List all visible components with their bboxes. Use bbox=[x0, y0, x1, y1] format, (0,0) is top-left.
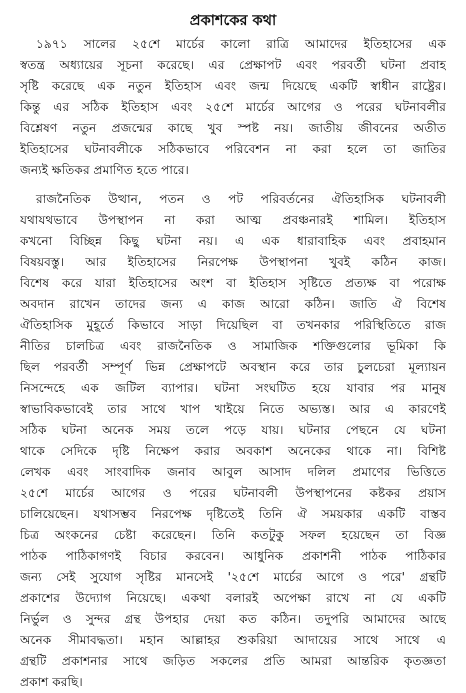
text-line: স্বতন্ত্র অধ্যায়ের সূচনা করেছে। এর প্রেক্ষাপট এবং পরবর্তী ঘটনা প্রবাহ bbox=[20, 58, 446, 72]
text-line: বিশ্লেষণ নতুন প্রজন্মের কাছে খুব স্পষ্ট নয়। জাতীয় জীবনের অতীত bbox=[20, 121, 446, 135]
text-line: লেখক এবং সাংবাদিক জনাব আবুল আসাদ দলিল প্রমাণের ভিত্তিতে bbox=[20, 465, 446, 479]
text-line: নিসন্দেহে এক জটিল ব্যাপার। ঘটনা সংঘটিত হয়ে যাবার পর মানুষ bbox=[20, 381, 446, 395]
text-line: কিন্তু এর সঠিক ইতিহাস এবং ২৫শে মার্চের আগের ও পরের ঘটনাবলীর bbox=[20, 100, 446, 114]
text-line: স্বাভাবিকভাবেই তার সাথে খাপ খাইয়ে নিতে অভ্যস্ত। আর এ কারণেই bbox=[20, 402, 446, 416]
text-line: যথাযথভাবে উপস্থাপন না করা আত্ম প্রবঞ্চনারই শামিল। ইতিহাস bbox=[20, 213, 446, 227]
text-line: প্রকাশ করছি। bbox=[20, 675, 83, 689]
text-line: ঐতিহাসিক মুহূর্তে কিভাবে সাড়া দিয়েছিল বা তখনকার পরিস্থিতিতে রাজ bbox=[20, 318, 446, 332]
text-line: ২৫শে মার্চের আগের ও পরের ঘটনাবলী উপস্থাপনের কষ্টকর প্রয়াস bbox=[20, 486, 446, 500]
text-line: জন্য সেই সুযোগ সৃষ্টির মানসেই '২৫শে মার্চের আগে ও পরে' গ্রন্থটি bbox=[20, 570, 446, 584]
text-line: চিত্র অংকনের চেষ্টা করেছেন। তিনি কতটুকু সফল হয়েছেন তা বিজ্ঞ bbox=[20, 528, 446, 542]
text-line: গ্রন্থটি প্রকাশনার সাথে জড়িত সকলের প্রতি আমরা আন্তরিক কৃতজ্ঞতা bbox=[20, 654, 446, 668]
text-line: থাকে সেদিকে দৃষ্টি নিক্ষেপ করার অবকাশ অনেকের থাকে না। বিশিষ্ট bbox=[20, 444, 446, 458]
text-line: জন্যই ক্ষতিকর প্রমাণিত হতে পারে। bbox=[20, 163, 189, 177]
text-line: পাঠক পাঠিকাগণই বিচার করবেন। আধুনিক প্রকাশনী পাঠক পাঠিকার bbox=[20, 549, 446, 563]
text-line: সঠিক ঘটনা অনেক সময় তলে পড়ে যায়। ঘটনার পেছনে যে ঘটনা bbox=[20, 423, 446, 437]
text-line: রাজনৈতিক উত্থান, পতন ও পট পরিবর্তনের ঐতিহাসিক ঘটনাবলী bbox=[36, 192, 446, 206]
text-line: কখনো বিচ্ছিন্ন কিছু ঘটনা নয়। এ এক ধারাবাহিক এবং প্রবাহমান bbox=[20, 234, 446, 248]
text-line: নির্ভুল ও সুন্দর গ্রন্থ উপহার দেয়া কত কঠিন। তদুপরি আমাদের আছে bbox=[20, 612, 446, 626]
text-line: নীতির চালচিত্র এবং রাজনৈতিক ও সামাজিক শক্তিগুলোর ভূমিকা কি bbox=[20, 339, 446, 353]
text-line: ছিল পরবর্তী সম্পূর্ণ ভিন্ন প্রেক্ষাপটে অবস্থান করে তার চুলচেরা মূল্যায়ন bbox=[20, 360, 446, 374]
text-line: প্রকাশের উদ্যোগ নিয়েছে। একথা বলারই অপেক্ষা রাখে না যে একটি bbox=[20, 591, 446, 605]
text-line: বিষয়বস্তু। আর ইতিহাসের নিরপেক্ষ উপস্থাপনা খুবই কঠিন কাজ। bbox=[20, 255, 446, 269]
text-line: ইতিহাসের ঘটনাবলীকে সঠিকভাবে পরিবেশন না করা হলে তা জাতির bbox=[20, 142, 446, 156]
paragraph-2 bbox=[20, 189, 446, 693]
text-line: চালিয়েছেন। যথাসম্ভব নিরপেক্ষ দৃষ্টিতেই তিনি ঐ সময়কার একটি বাস্তব bbox=[20, 507, 446, 521]
page-title: প্রকাশকের কথা bbox=[189, 13, 277, 29]
text-line: সৃষ্টি করেছে এক নতুন ইতিহাস এবং জন্ম দিয়েছে একটি স্বাধীন রাষ্ট্রের। bbox=[20, 79, 446, 93]
text-line: অবদান রাখেন তাদের জন্য এ কাজ আরো কঠিন। জাতি ঐ বিশেষ bbox=[20, 297, 446, 311]
paragraph-1 bbox=[20, 34, 446, 181]
text-line: অনেক সীমাবদ্ধতা। মহান আল্লাহর শুকরিয়া আদায়ের সাথে সাথে এ bbox=[20, 633, 446, 647]
text-line: ১৯৭১ সালের ২৫শে মার্চের কালো রাত্রি আমাদের ইতিহাসের এক bbox=[36, 37, 446, 51]
text-line: বিশেষ করে যারা ইতিহাসের অংশ বা ইতিহাস সৃষ্টিতে প্রত্যক্ষ বা পরোক্ষ bbox=[20, 276, 446, 290]
